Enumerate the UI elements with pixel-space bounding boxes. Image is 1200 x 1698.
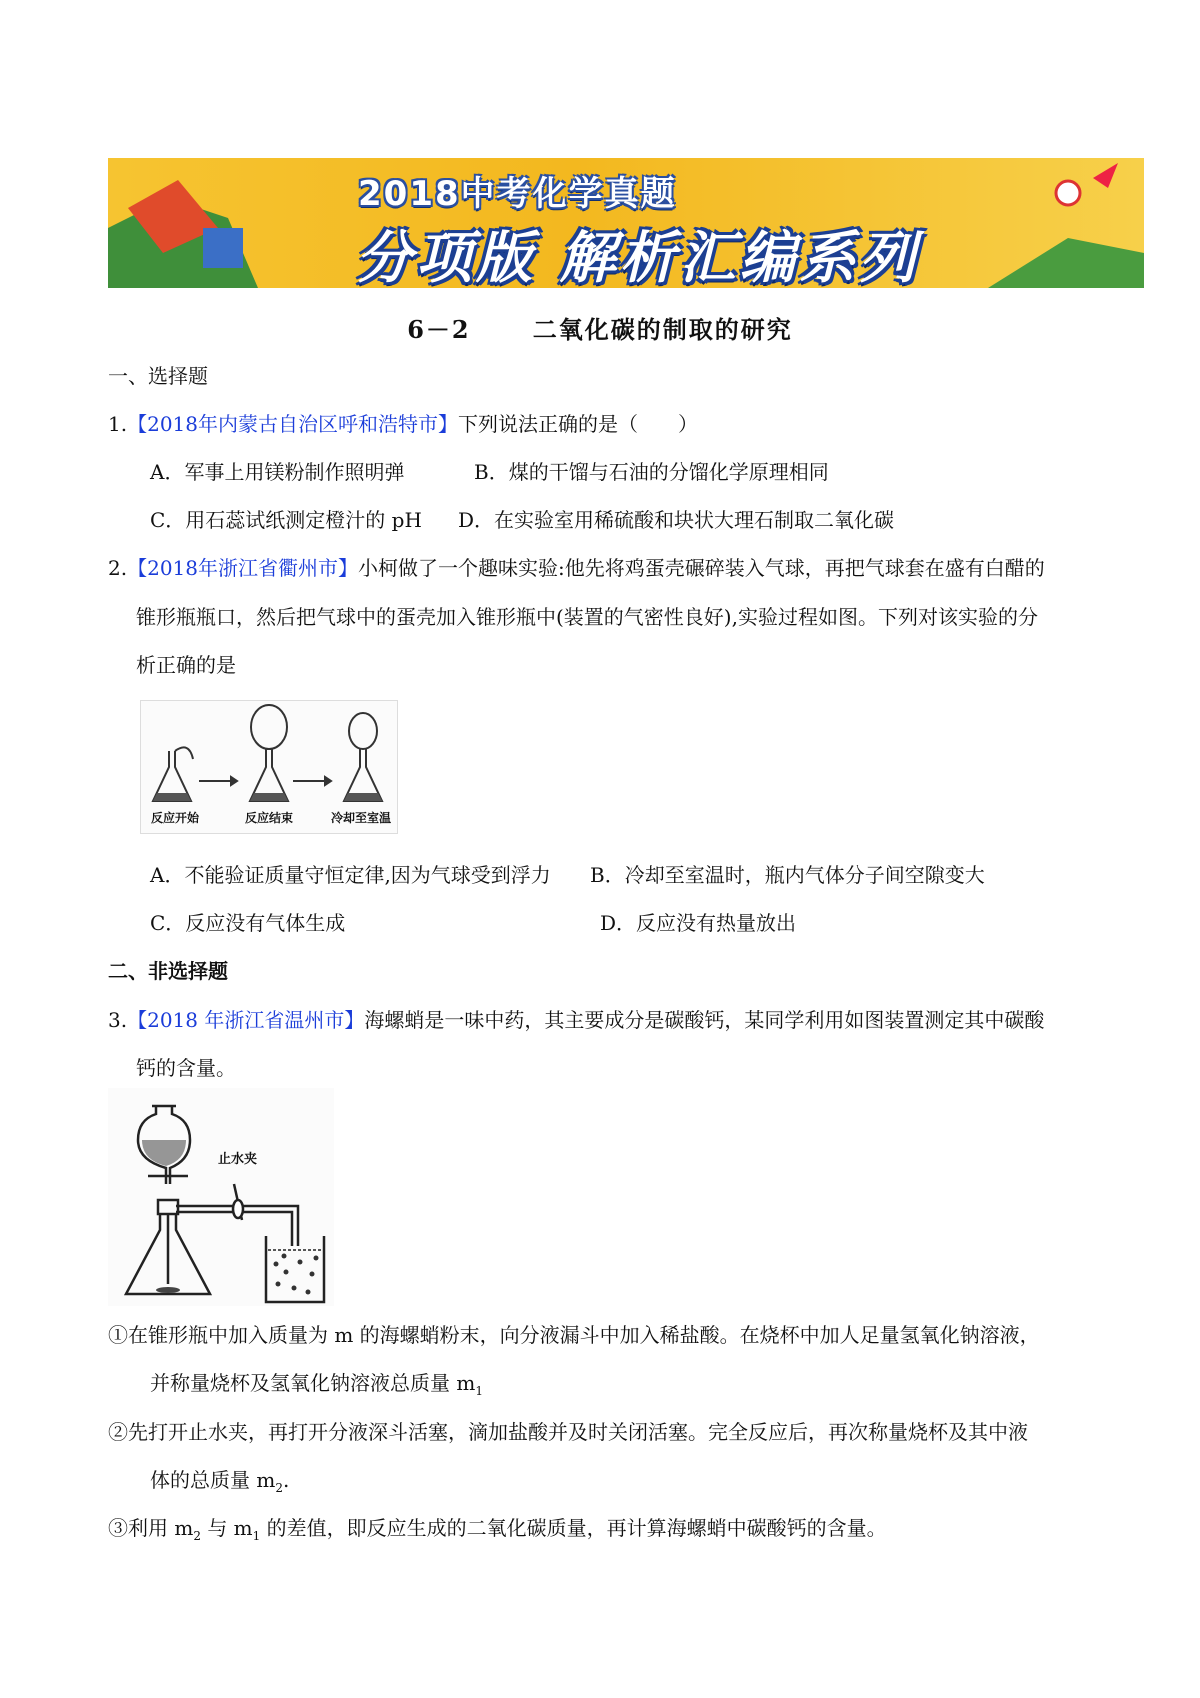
q3-line-1: 海螺蛸是一味中药，其主要成分是碳酸钙，某同学利用如图装置测定其中碳酸	[364, 1008, 1045, 1032]
q1-option-a: A．军事上用镁粉制作照明弹	[150, 460, 405, 484]
q3-step-3-sub-1: 2	[193, 1529, 201, 1543]
q3-step-1-line-2	[150, 1370, 483, 1404]
q3-step-1-text: 并称量烧杯及氢氧化钠溶液总质量 m	[150, 1371, 476, 1395]
q3-step-1-line-1: ①在锥形瓶中加入质量为 m 的海螺蛸粉末，向分液漏斗中加入稀盐酸。在烧杯中加人足量氢氧化钠溶液，	[108, 1323, 1040, 1347]
q3-step-1-sub: 1	[475, 1384, 483, 1398]
q2-option-d: D．反应没有热量放出	[600, 911, 797, 935]
section-heading-nonchoice: 二、非选择题	[108, 959, 228, 983]
figure-label-cooled: 冷却至室温	[330, 811, 391, 825]
q3-step-3-mid: 与 m	[200, 1516, 253, 1540]
q1-number: 1.	[108, 412, 128, 436]
q3-step-2-line-1: ②先打开止水夹，再打开分液深斗活塞，滴加盐酸并及时关闭活塞。完全反应后，再次称量烧杯及其中液	[108, 1420, 1028, 1444]
q2-line-3: 析正确的是	[136, 653, 236, 677]
balloon-experiment-figure	[140, 700, 398, 834]
banner-line-2: 分项版 解析汇编系列	[356, 226, 920, 288]
question-2-stem	[108, 555, 1045, 581]
q3-line-2: 钙的含量。	[136, 1056, 236, 1080]
q3-step-3-sub-2: 1	[252, 1529, 261, 1543]
section-heading-choice: 一、选择题	[108, 364, 208, 388]
page-title	[0, 310, 1200, 345]
q1-option-d: D．在实验室用稀硫酸和块状大理石制取二氧化碳	[458, 508, 895, 532]
q1-option-c: C．用石蕊试纸测定橙汁的 pH	[150, 508, 422, 532]
water-clip-label: 止水夹	[218, 1152, 258, 1167]
q2-option-c: C．反应没有气体生成	[150, 911, 346, 935]
separatory-funnel-flask-beaker-diagram	[108, 1088, 334, 1306]
q2-option-a: A．不能验证质量守恒定律,因为气球受到浮力	[150, 863, 551, 887]
q3-step-2-text: 体的总质量 m	[150, 1468, 276, 1492]
q3-step-2-sub: 2	[275, 1481, 283, 1495]
q2-line-2: 锥形瓶瓶口，然后把气球中的蛋壳加入锥形瓶中(装置的气密性良好),实验过程如图。下列对该实验的分	[136, 605, 1038, 629]
q3-source: 【2018 年浙江省温州市】	[127, 1008, 365, 1032]
q3-step-2-line-2	[150, 1467, 289, 1501]
q2-number: 2.	[108, 556, 128, 580]
figure-label-end: 反应结束	[244, 811, 293, 825]
banner-line-1: 2018中考化学真题	[358, 174, 677, 214]
question-3-stem	[108, 1007, 1044, 1033]
header-banner	[108, 158, 1144, 288]
title-number: 6－2	[407, 315, 471, 344]
apparatus-figure	[108, 1088, 334, 1306]
q2-source: 【2018年浙江省衢州市】	[127, 556, 358, 580]
q2-option-b: B．冷却至室温时，瓶内气体分子间空隙变大	[590, 863, 985, 887]
q1-text: 下列说法正确的是（ ）	[458, 412, 698, 436]
figure-label-start: 反应开始	[150, 811, 199, 825]
q2-line-1: 小柯做了一个趣味实验:他先将鸡蛋壳碾碎装入气球，再把气球套在盛有白醋的	[358, 556, 1045, 580]
q3-step-3-pre: ③利用 m	[108, 1516, 194, 1540]
title-text: 二氧化碳的制取的研究	[532, 315, 793, 344]
q3-step-3	[108, 1515, 887, 1549]
q3-number: 3.	[108, 1008, 128, 1032]
q1-source: 【2018年内蒙古自治区呼和浩特市】	[127, 412, 458, 436]
q3-step-3-post: 的差值，即反应生成的二氧化碳质量，再计算海螺蛸中碳酸钙的含量。	[260, 1516, 887, 1540]
question-1-stem	[108, 411, 698, 437]
q3-step-2-end: .	[282, 1468, 290, 1492]
q1-option-b: B．煤的干馏与石油的分馏化学原理相同	[474, 460, 829, 484]
